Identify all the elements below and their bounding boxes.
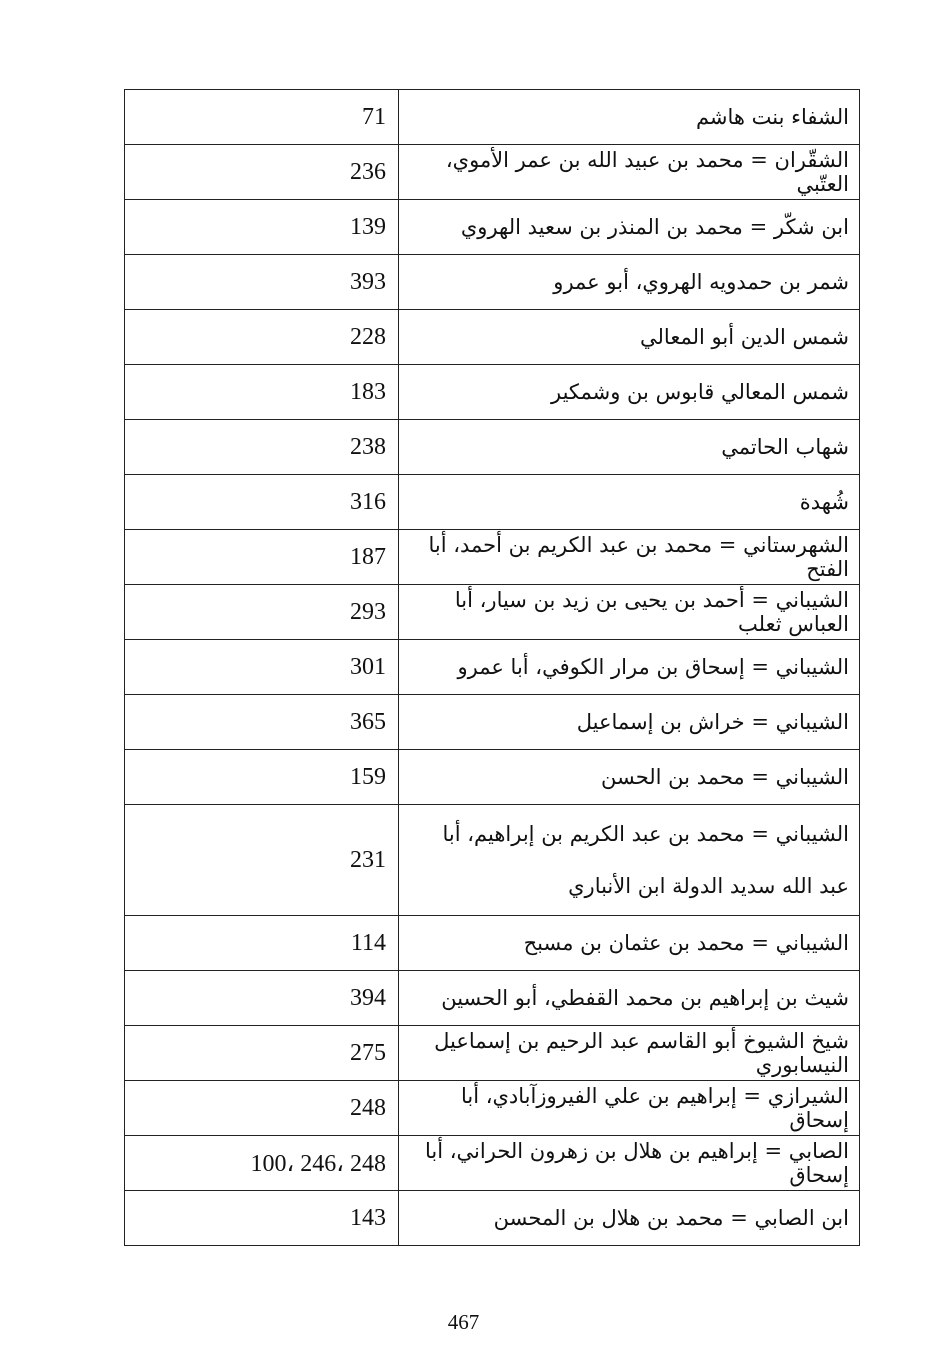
entry-name-cell [399,1026,860,1081]
table-row [125,90,860,145]
entry-name-cell [399,420,860,475]
page-refs-cell [125,585,399,640]
entry-name-cell [399,805,860,916]
page-refs: 365 [350,708,386,735]
entry-name: الصابي = إبراهيم بن هلال بن زهرون الحراني، أبا إسحاق [425,1138,849,1187]
entry-name: شيخ الشيوخ أبو القاسم عبد الرحيم بن إسماعيل النيسابوري [434,1028,849,1077]
page-refs: 187 [350,543,386,570]
entry-name-cell [399,530,860,585]
page-refs: 71 [362,103,386,130]
page-refs: 238 [350,433,386,460]
table-row [125,255,860,310]
page-refs: 114 [350,929,386,956]
entry-name: شهاب الحاتمي [721,434,849,459]
page-refs-cell [125,695,399,750]
table-row [125,475,860,530]
table-row [125,971,860,1026]
entry-name-cell [399,365,860,420]
entry-name: شُهدة [799,489,849,514]
entry-name-cell [399,255,860,310]
page-refs-cell [125,750,399,805]
entry-name-cell [399,640,860,695]
entry-name-cell [399,585,860,640]
page-refs-cell [125,530,399,585]
entry-name: الشيباني = خراش بن إسماعيل [576,709,849,734]
page-refs-cell [125,200,399,255]
entry-name: الشهرستاني = محمد بن عبد الكريم بن أحمد، أبا الفتح [428,532,849,581]
entry-name: شمس الدين أبو المعالي [640,324,849,349]
page-refs: 248 [350,1094,386,1121]
page-refs-cell [125,916,399,971]
entry-name: الشفاء بنت هاشم [695,104,849,129]
entry-name-cell [399,90,860,145]
page-refs: 301 [350,653,386,680]
table-row [125,365,860,420]
page-refs-cell [125,365,399,420]
entry-name-cell [399,916,860,971]
table-row [125,805,860,916]
entry-name-cell [399,1136,860,1191]
entry-name-cell [399,310,860,365]
page-refs-cell [125,1081,399,1136]
page-refs: 293 [350,598,386,625]
page-refs-cell [125,145,399,200]
entry-name: الشيباني = إسحاق بن مرار الكوفي، أبا عمرو [457,654,849,679]
entry-name-cell [399,695,860,750]
page-refs-cell [125,420,399,475]
page-refs: 275 [350,1039,386,1066]
table-row [125,695,860,750]
table-row [125,1136,860,1191]
entry-name-cell [399,971,860,1026]
table-row [125,1026,860,1081]
table-row [125,420,860,475]
entry-name: الشيباني = محمد بن عبد الكريم بن إبراهيم، أبا عبد الله سديد الدولة ابن الأنباري [442,821,849,898]
entry-name: الشيباني = أحمد بن يحيى بن زيد بن سيار، أبا العباس ثعلب [454,587,849,636]
page-refs-cell [125,1136,399,1191]
entry-name-cell [399,750,860,805]
table-row [125,530,860,585]
table-row [125,145,860,200]
page-refs-cell [125,255,399,310]
page-number: 467 [447,1310,480,1334]
entry-name: الشيباني = محمد بن الحسن [601,764,849,789]
entry-name: الشقّران = محمد بن عبيد الله بن عمر الأموي، العتّبي [445,147,849,196]
entry-name: ابن الصابي = محمد بن هلال بن المحسن [493,1205,849,1230]
page-refs: 394 [350,984,386,1011]
table-row [125,640,860,695]
page-refs: 143 [350,1204,386,1231]
entry-name: ابن شكّر = محمد بن المنذر بن سعيد الهروي [460,214,849,239]
page-refs: 139 [350,213,386,240]
table-row [125,916,860,971]
entry-name-cell [399,475,860,530]
page-refs-cell [125,1026,399,1081]
page-refs-cell [125,805,399,916]
page-refs: 100، 246، 248 [250,1150,386,1177]
page-refs: 159 [350,763,386,790]
page-refs: 393 [350,268,386,295]
entry-name: الشيرازي = إبراهيم بن علي الفيروزآبادي، أبا إسحاق [460,1083,849,1132]
table-row [125,750,860,805]
page-refs-cell [125,310,399,365]
entry-name: الشيباني = محمد بن عثمان بن مسبح [523,930,849,955]
entry-name-cell [399,145,860,200]
page-refs-cell [125,640,399,695]
entry-name: شمر بن حمدويه الهروي، أبو عمرو [553,269,849,294]
page-refs-cell [125,971,399,1026]
page-refs-cell [125,475,399,530]
page-refs: 236 [350,158,386,185]
page-refs: 231 [350,846,386,873]
page-refs-cell [125,1191,399,1246]
table-row [125,310,860,365]
entry-name-cell [399,1191,860,1246]
page-refs-cell [125,90,399,145]
index-rows [125,90,860,1246]
entry-name: شيث بن إبراهيم بن محمد القفطي، أبو الحسين [441,985,849,1010]
table-row [125,1191,860,1246]
page-refs: 183 [350,378,386,405]
table-row [125,585,860,640]
page-refs: 228 [350,323,386,350]
page-refs: 316 [350,488,386,515]
entry-name: شمس المعالي قابوس بن وشمكير [550,379,849,404]
name-index-table [124,89,860,1246]
table-row [125,1081,860,1136]
entry-name-cell [399,200,860,255]
entry-name-cell [399,1081,860,1136]
table-row [125,200,860,255]
